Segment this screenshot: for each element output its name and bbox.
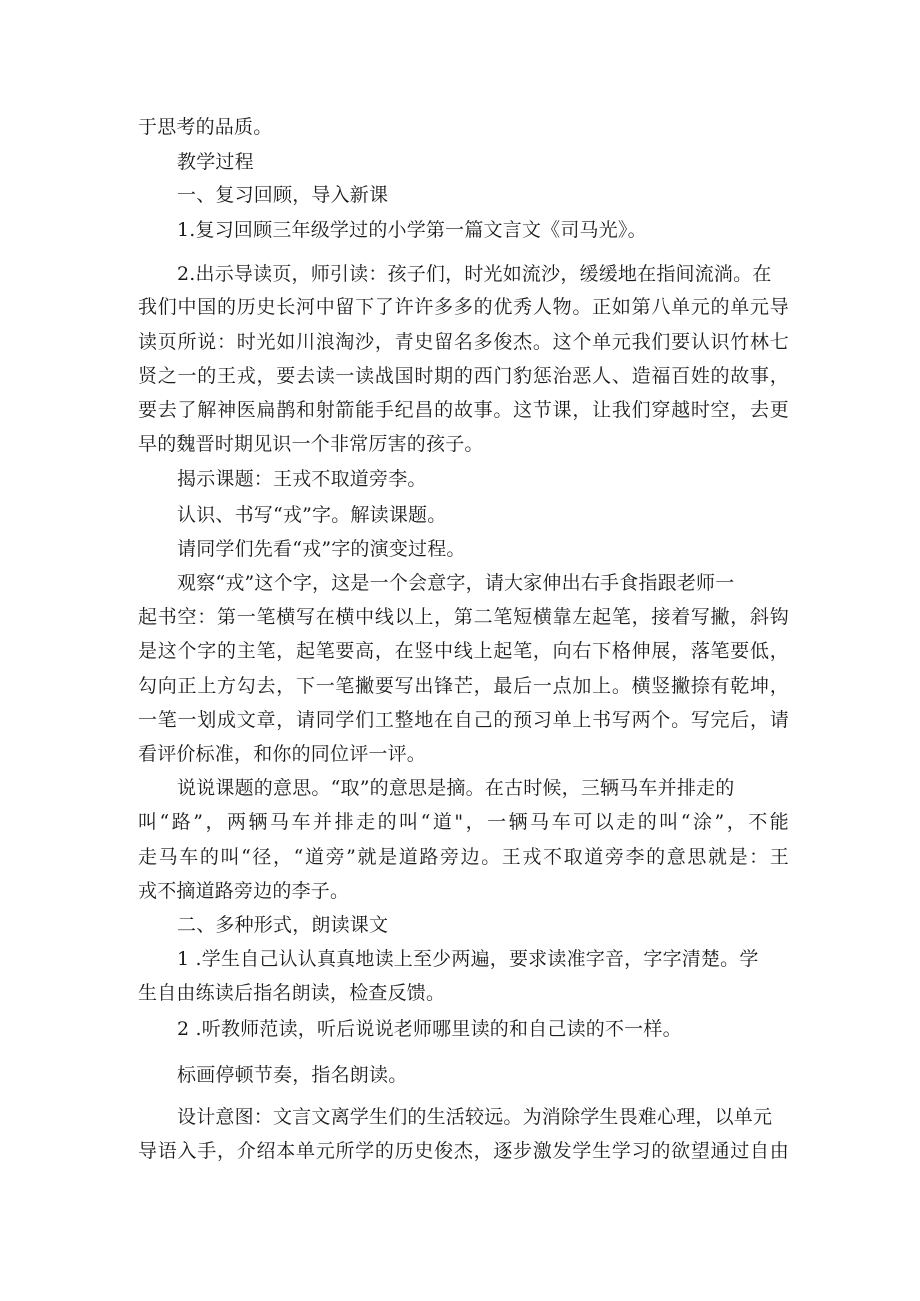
text-line: 贤之一的王戎，要去读一读战国时期的西门豹惩治恶人、造福百姓的故事， <box>138 365 789 387</box>
text-line: 2 .听教师范读，听后说说老师哪里读的和自己读的不一样。 <box>177 1018 682 1040</box>
text-line: 标画停顿节奏，指名朗读。 <box>177 1064 408 1086</box>
text-line: 揭示课题：王戎不取道旁李。 <box>177 468 427 490</box>
text-line: 请同学们先看“戎”字的演变过程。 <box>177 538 466 560</box>
text-line: 读页所说：时光如川浪淘沙，青史留名多俊杰。这个单元我们要认识竹林七 <box>138 331 789 353</box>
text-line: 认识、书写“戎”字。解读课题。 <box>177 504 447 526</box>
text-line: 1.复习回顾三年级学过的小学第一篇文言文《司马光》。 <box>177 219 647 241</box>
text-line: 是这个字的主笔，起笔要高，在竖中线上起笔，向右下格伸展，落笔要低， <box>138 640 789 662</box>
text-line: 于思考的品质。 <box>138 116 273 138</box>
text-line: 导语入手，介绍本单元所学的历史俊杰，逐步激发学生学习的欲望通过自由 <box>138 1140 789 1162</box>
text-line: 一笔一划成文章，请同学们工整地在自己的预习单上书写两个。写完后，请 <box>138 709 789 731</box>
text-line: 叫“路”，两辆马车并排走的叫“道"，一辆马车可以走的叫“涂”，不能 <box>138 811 789 833</box>
text-line: 戎不摘道路旁边的李子。 <box>138 880 350 902</box>
text-line: 我们中国的历史长河中留下了许许多多的优秀人物。正如第八单元的单元导 <box>138 296 789 318</box>
section-heading: 二、多种形式，朗读课文 <box>177 914 389 936</box>
text-line: 起书空：第一笔横写在横中线以上，第二笔短横靠左起笔，接着写撇，斜钩 <box>138 606 789 628</box>
text-line: 2.出示导读页，师引读：孩子们，时光如流沙，缓缓地在指间流淌。在 <box>177 263 772 285</box>
text-line: 走马车的叫“径，“道旁”就是道路旁边。王戎不取道旁李的意思就是：王 <box>138 846 789 868</box>
text-line: 生自由练读后指名朗读，检查反馈。 <box>138 982 446 1004</box>
section-heading: 教学过程 <box>177 151 254 173</box>
text-line: 早的魏晋时期见识一个非常厉害的孩子。 <box>138 433 484 455</box>
text-line: 说说课题的意思。“取”的意思是摘。在古时候，三辆马车并排走的 <box>177 777 735 799</box>
text-line: 要去了解神医扁鹊和射箭能手纪昌的故事。这节课，让我们穿越时空，去更 <box>138 399 789 421</box>
text-line: 设计意图：文言文离学生们的生活较远。为消除学生畏难心理，以单元 <box>177 1106 773 1128</box>
section-heading: 一、复习回顾，导入新课 <box>177 184 389 206</box>
text-line: 勾向正上方勾去，下一笔撇要写出锋芒，最后一点加上。横竖撇捺有乾坤， <box>138 675 789 697</box>
text-line: 看评价标准，和你的同位评一评。 <box>138 743 427 765</box>
text-line: 观察“戎”这个字，这是一个会意字，请大家伸出右手食指跟老师一 <box>177 572 735 594</box>
text-line: 1 .学生自己认认真真地读上至少两遍，要求读准字音，字字清楚。学 <box>177 948 759 970</box>
